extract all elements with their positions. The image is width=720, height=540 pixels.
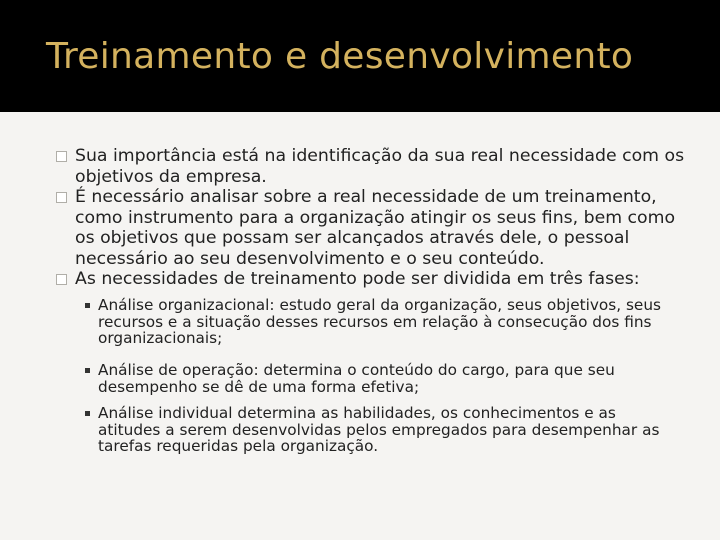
bullet-item (75, 269, 695, 290)
bullet-item (75, 146, 695, 187)
bullet-text: As necessidades de treinamento pode ser dividida em três fases: (75, 269, 640, 289)
bullet-text: É necessário analisar sobre a real necessidade de um treinamento, como instrumento para a organização atingir os seus fins, bem como os objetivos que possam ser alcançados através dele, o pessoal necessário ao seu desenvolvimento e o seu conteúdo. (75, 187, 676, 269)
sub-bullet-text: Análise de operação: determina o conteúdo do cargo, para que seu desempenho se dê de uma forma efetiva; (98, 361, 615, 396)
small-square-bullet-icon (85, 303, 90, 308)
square-bullet-icon (56, 151, 67, 162)
sub-bullet-text: Análise organizacional: estudo geral da organização, seus objetivos, seus recursos e a situação desses recursos em relação à consecução dos fins organizacionais; (98, 296, 662, 347)
bullet-text: Sua importância está na identificação da sua real necessidade com os objetivos da empresa. (75, 146, 685, 187)
sub-bullet-item (98, 405, 678, 455)
slide-title: Treinamento e desenvolvimento (46, 36, 634, 77)
bullet-item (75, 187, 695, 269)
small-square-bullet-icon (85, 411, 90, 416)
sub-bullet-item (98, 362, 678, 395)
square-bullet-icon (56, 274, 67, 285)
sub-bullet-text: Análise individual determina as habilidades, os conhecimentos e as atitudes a serem desenvolvidas pelos empregados para desempenhar as tarefas requeridas pela organização. (98, 404, 660, 455)
square-bullet-icon (56, 192, 67, 203)
small-square-bullet-icon (85, 368, 90, 373)
sub-bullet-item (98, 297, 678, 347)
